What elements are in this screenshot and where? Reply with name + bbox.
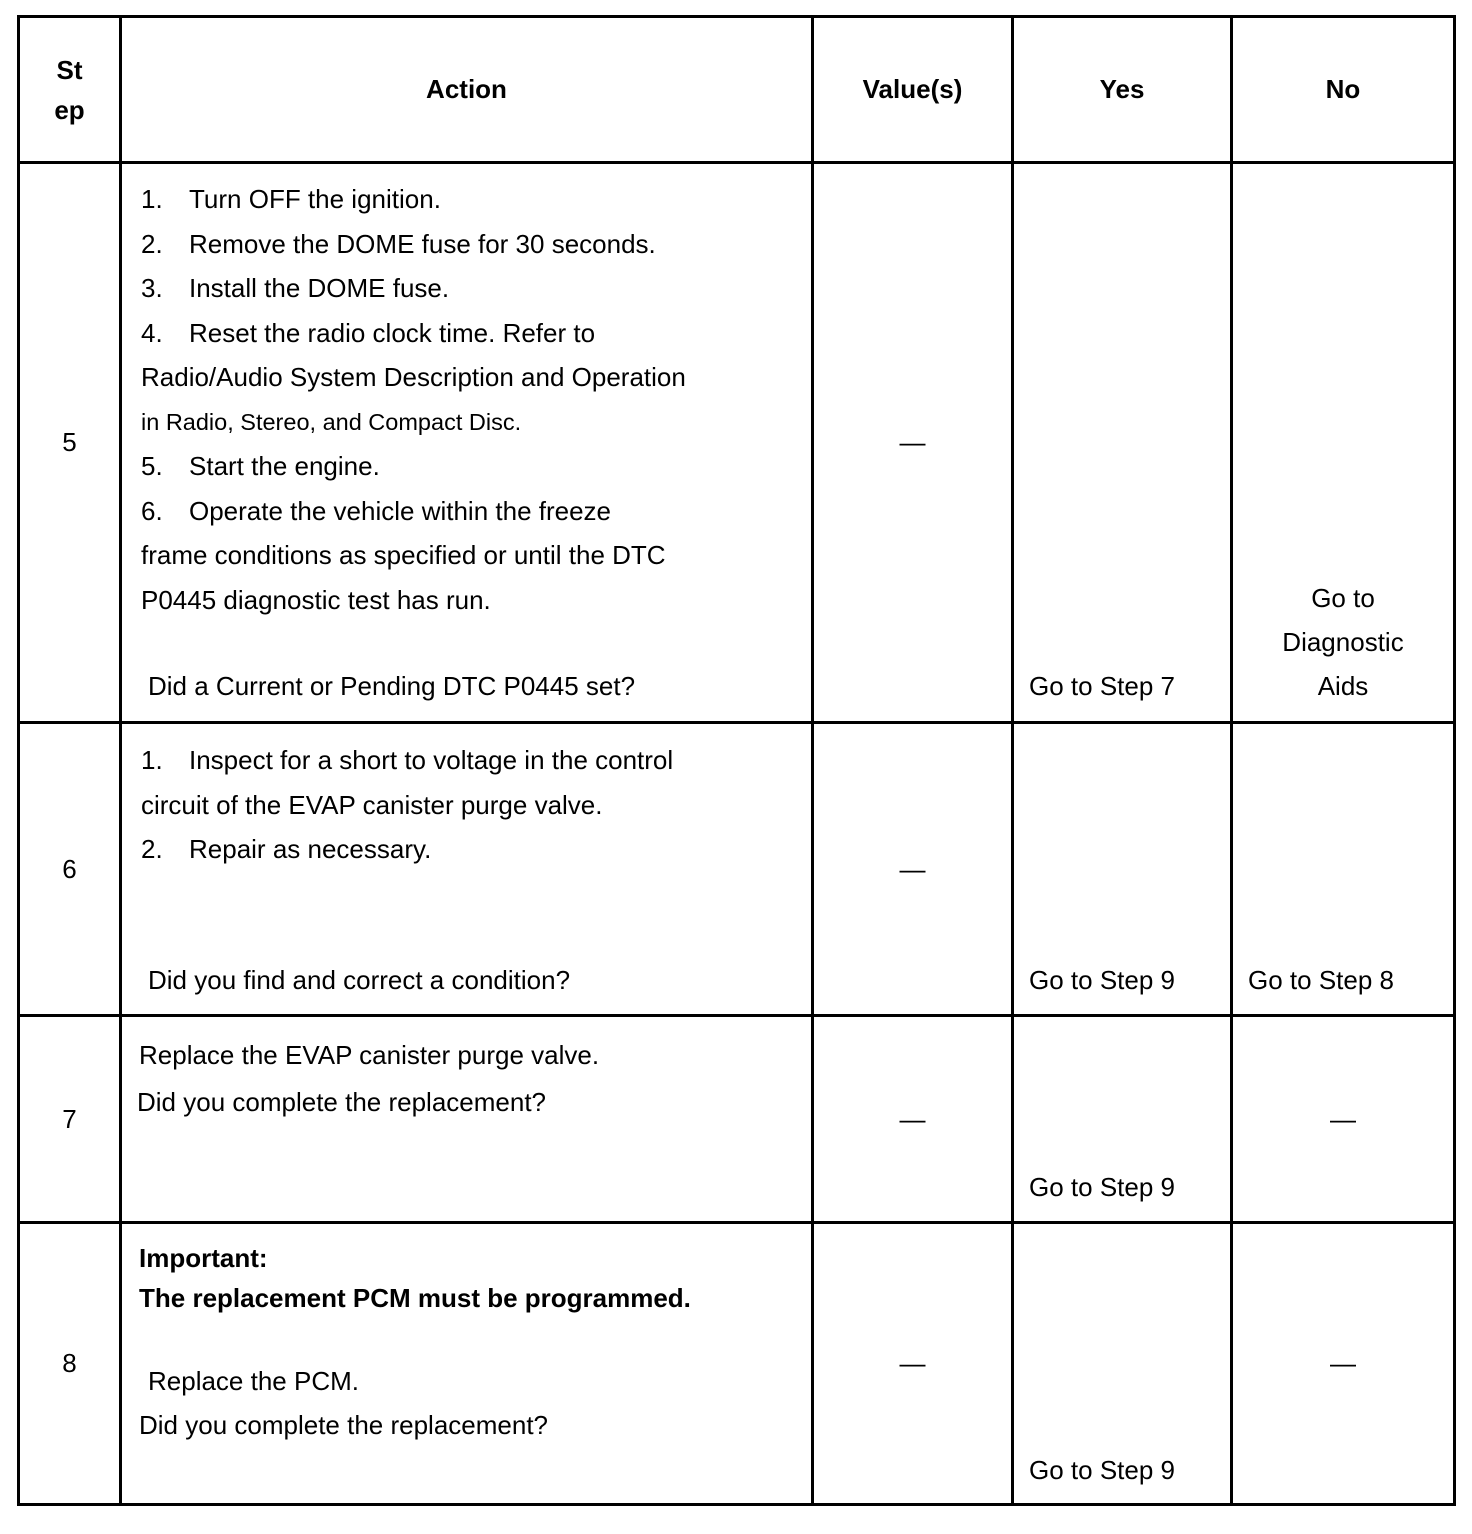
step-number: 5 bbox=[19, 163, 121, 723]
go-to-step-link[interactable]: Go to Step 9 bbox=[1029, 965, 1175, 995]
no-cell bbox=[1232, 1016, 1455, 1223]
yes-cell bbox=[1013, 163, 1232, 723]
header-no: No bbox=[1232, 17, 1455, 163]
no-dash: — bbox=[1330, 1348, 1356, 1378]
action-line: 1. Inspect for a short to voltage in the control bbox=[141, 745, 674, 775]
action-line: 2. Repair as necessary. bbox=[141, 834, 432, 864]
header-yes: Yes bbox=[1013, 17, 1232, 163]
action-line: 4. Reset the radio clock time. Refer to bbox=[141, 317, 596, 348]
action-line: frame conditions as specified or until the DTC bbox=[141, 540, 666, 570]
action-cell bbox=[121, 1016, 813, 1223]
table-row bbox=[19, 1223, 1455, 1505]
values-cell bbox=[813, 1223, 1013, 1505]
action-line: 6. Operate the vehicle within the freeze bbox=[141, 495, 612, 526]
header-step-line2: ep bbox=[54, 94, 85, 125]
action-cell bbox=[121, 1223, 813, 1505]
step-number: 6 bbox=[19, 723, 121, 1016]
action-question: Did you complete the replacement? bbox=[139, 1410, 549, 1440]
action-line: 3. Install the DOME fuse. bbox=[141, 273, 450, 303]
action-line: 5. Start the engine. bbox=[141, 451, 380, 481]
value-dash: — bbox=[899, 1348, 926, 1378]
action-line: circuit of the EVAP canister purge valve. bbox=[141, 789, 603, 820]
no-cell bbox=[1232, 1223, 1455, 1505]
go-to-step-link[interactable]: Go to Step 8 bbox=[1248, 965, 1394, 995]
action-line: P0445 diagnostic test has run. bbox=[141, 584, 491, 615]
action-line: in Radio, Stereo, and Compact Disc. bbox=[141, 408, 522, 435]
action-cell bbox=[121, 163, 813, 723]
no-cell bbox=[1232, 723, 1455, 1016]
action-cell bbox=[121, 723, 813, 1016]
action-line: Replace the PCM. bbox=[148, 1366, 359, 1396]
value-dash: — bbox=[899, 427, 926, 457]
action-question: Did a Current or Pending DTC P0445 set? bbox=[148, 671, 636, 701]
header-action: Action bbox=[121, 17, 813, 163]
yes-cell bbox=[1013, 1016, 1232, 1223]
go-to-step-link[interactable]: Go to Step 9 bbox=[1029, 1172, 1175, 1202]
values-cell bbox=[813, 163, 1013, 723]
table-row bbox=[19, 723, 1455, 1016]
step-number: 7 bbox=[19, 1016, 121, 1223]
values-cell bbox=[813, 723, 1013, 1016]
value-dash: — bbox=[899, 853, 926, 884]
important-text: The replacement PCM must be programmed. bbox=[139, 1283, 691, 1313]
go-to-step-link[interactable]: Go to Step 9 bbox=[1029, 1455, 1175, 1485]
action-question: Did you complete the replacement? bbox=[137, 1087, 547, 1117]
go-to-diagnostic-aids-link[interactable]: Go to Diagnostic Aids bbox=[1282, 583, 1404, 701]
action-steps-list bbox=[141, 738, 811, 872]
action-question: Did you find and correct a condition? bbox=[148, 965, 571, 995]
table-row bbox=[19, 1016, 1455, 1223]
action-steps-list bbox=[141, 177, 811, 622]
step-number: 8 bbox=[19, 1223, 121, 1505]
action-line: Replace the EVAP canister purge valve. bbox=[139, 1040, 600, 1070]
value-dash: — bbox=[899, 1103, 926, 1134]
go-to-step-link[interactable]: Go to Step 7 bbox=[1029, 671, 1175, 701]
action-line: 2. Remove the DOME fuse for 30 seconds. bbox=[141, 228, 656, 259]
yes-cell bbox=[1013, 1223, 1232, 1505]
table-row bbox=[19, 163, 1455, 723]
header-values: Value(s) bbox=[813, 17, 1013, 163]
yes-cell bbox=[1013, 723, 1232, 1016]
header-step bbox=[19, 17, 121, 163]
diagnostic-table bbox=[17, 15, 1456, 1506]
action-line: Radio/Audio System Description and Operation bbox=[141, 362, 686, 392]
no-cell bbox=[1232, 163, 1455, 723]
no-dash: — bbox=[1330, 1103, 1356, 1134]
important-label: Important: bbox=[139, 1243, 268, 1273]
values-cell bbox=[813, 1016, 1013, 1223]
header-row bbox=[19, 17, 1455, 163]
header-step-line1: St bbox=[56, 54, 83, 85]
action-line: 1. Turn OFF the ignition. bbox=[141, 184, 441, 214]
